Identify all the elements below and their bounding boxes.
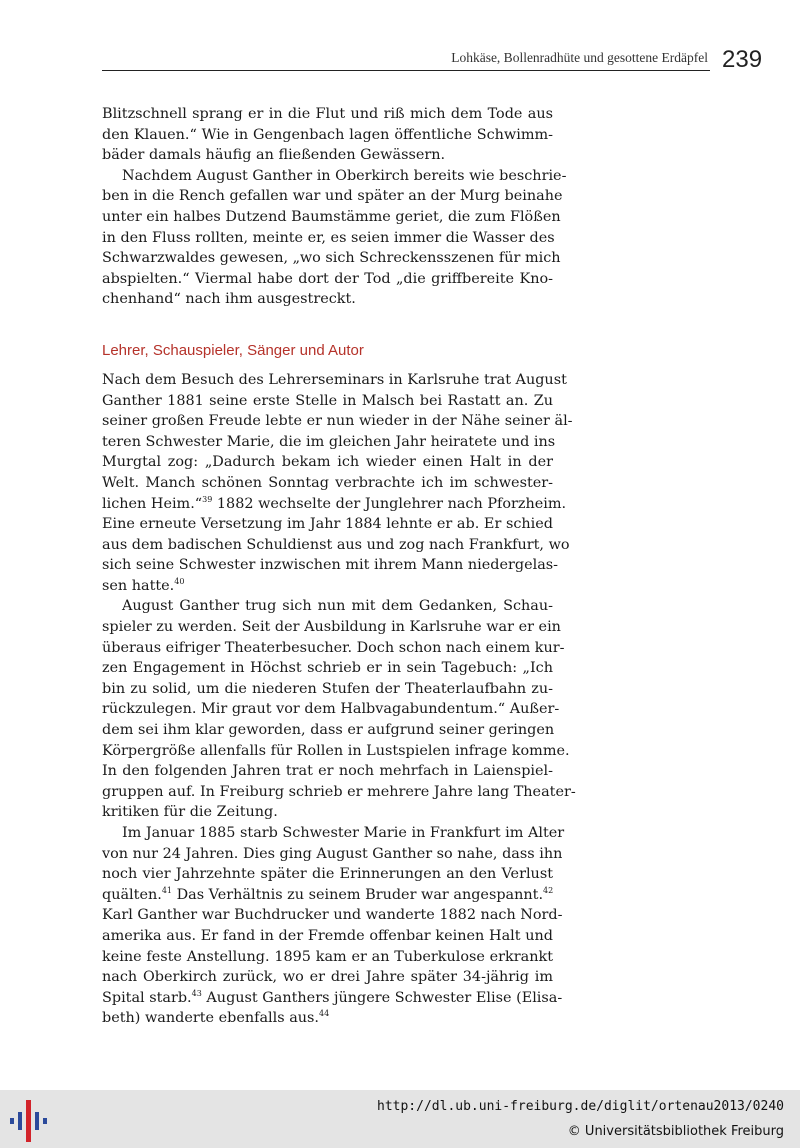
- text-line: chenhand“ nach ihm ausgestreckt.: [102, 291, 356, 308]
- source-url-link[interactable]: http://dl.ub.uni-freiburg.de/diglit/ortenau2013/0240: [377, 1099, 784, 1114]
- paragraph-5: [102, 823, 565, 1029]
- text-line: in den Fluss rollten, meinte er, es seien immer die Wasser des: [102, 229, 555, 246]
- text-line: Körpergröße allenfalls für Rollen in Lustspielen infrage komme.: [102, 742, 570, 759]
- text-line: ben in die Rench gefallen war und später an der Murg beinahe: [102, 188, 563, 205]
- text-line: teren Schwester Marie, die im gleichen Jahr heiratete und ins: [102, 433, 556, 450]
- text-segment: lichen Heim.“: [102, 495, 203, 512]
- article-body: [102, 104, 576, 1029]
- paragraph-3: [102, 370, 573, 597]
- library-logo-icon: [8, 1098, 52, 1144]
- text-segment: Spital starb.: [102, 989, 192, 1006]
- text-line: seiner großen Freude lebte er nun wieder in der Nähe seiner äl-: [102, 413, 573, 430]
- section-heading: Lehrer, Schauspieler, Sänger und Autor: [102, 341, 364, 359]
- footnote-ref-44: 44: [319, 1009, 330, 1019]
- text-line: unter ein halbes Dutzend Baumstämme geriet, die zum Flößen: [102, 208, 561, 225]
- header-rule: [102, 70, 710, 71]
- text-line-with-note: [102, 494, 567, 515]
- text-line-with-note: [102, 988, 563, 1009]
- text-segment: August Ganthers jüngere Schwester Elise (Elisa-: [201, 989, 563, 1006]
- text-line: Nachdem August Ganther in Oberkirch bereits wie beschrie-: [122, 167, 567, 184]
- text-segment: sen hatte.: [102, 577, 175, 594]
- running-title: Lohkäse, Bollenradhüte und gesottene Erdäpfel: [451, 50, 708, 65]
- text-line: Karl Ganther war Buchdrucker und wanderte 1882 nach Nord-: [102, 907, 563, 924]
- text-line: August Ganther trug sich nun mit dem Gedanken, Schau-: [122, 598, 553, 615]
- footnote-ref-40: 40: [174, 576, 185, 586]
- text-line: abspielten.“ Viermal habe dort der Tod „die griffbereite Kno-: [102, 270, 553, 287]
- paragraph-1: [102, 104, 553, 166]
- text-line-with-note: [102, 1008, 553, 1029]
- text-line: Welt. Manch schönen Sonntag verbrachte ich im schwester-: [102, 474, 553, 491]
- text-line: bin zu solid, um die niederen Stufen der Theaterlaufbahn zu-: [102, 680, 553, 697]
- text-line: Murgtal zog: „Dadurch bekam ich wieder einen Halt in der: [102, 454, 553, 471]
- text-line: Ganther 1881 seine erste Stelle in Malsch bei Rastatt an. Zu: [102, 392, 553, 409]
- text-segment: Das Verhältnis zu seinem Bruder war angespannt.: [172, 886, 544, 903]
- text-line: rückzulegen. Mir graut vor dem Halbvagabundentum.“ Außer-: [102, 701, 560, 718]
- text-line: sich seine Schwester inzwischen mit ihrem Mann niedergelas-: [102, 557, 559, 574]
- text-line-with-note: [102, 576, 553, 597]
- text-line: aus dem badischen Schuldienst aus und zog nach Frankfurt, wo: [102, 536, 570, 553]
- text-line: zen Engagement in Höchst schrieb er in sein Tagebuch: „Ich: [102, 660, 553, 677]
- text-line: nach Oberkirch zurück, wo er drei Jahre später 34-jährig im: [102, 969, 553, 986]
- text-line: dem sei ihm klar geworden, dass er aufgrund seiner geringen: [102, 722, 555, 739]
- text-segment: 1882 wechselte der Junglehrer nach Pforzheim.: [212, 495, 567, 512]
- text-line: den Klauen.“ Wie in Gengenbach lagen öffentliche Schwimm-: [102, 126, 553, 143]
- text-line: gruppen auf. In Freiburg schrieb er mehrere Jahre lang Theater-: [102, 783, 576, 800]
- text-line: Eine erneute Versetzung im Jahr 1884 lehnte er ab. Er schied: [102, 516, 553, 533]
- footnote-ref-43: 43: [191, 988, 202, 998]
- footnote-ref-39: 39: [202, 494, 213, 504]
- paragraph-2: [102, 166, 567, 310]
- text-line-with-note: [102, 885, 553, 906]
- paragraph-4: [102, 596, 576, 823]
- copyright-notice: © Universitätsbibliothek Freiburg: [567, 1124, 784, 1139]
- text-line: amerika aus. Er fand in der Fremde offenbar keinen Halt und: [102, 927, 553, 944]
- text-line: bäder damals häufig an fließenden Gewässern.: [102, 147, 446, 164]
- text-segment: beth) wanderte ebenfalls aus.: [102, 1010, 320, 1027]
- text-line: von nur 24 Jahren. Dies ging August Ganther so nahe, dass ihn: [102, 845, 563, 862]
- text-line: überaus eifriger Theaterbesucher. Doch schon nach einem kur-: [102, 639, 565, 656]
- text-line: Blitzschnell sprang er in die Flut und riß mich dem Tode aus: [102, 106, 553, 122]
- footnote-ref-41: 41: [161, 885, 172, 895]
- text-line: spieler zu werden. Seit der Ausbildung in Karlsruhe war er ein: [102, 619, 561, 636]
- text-segment: quälten.: [102, 886, 162, 903]
- footnote-ref-42: 42: [543, 885, 554, 895]
- text-line: keine feste Anstellung. 1895 kam er an Tuberkulose erkrankt: [102, 948, 553, 965]
- page-number: 239: [722, 46, 763, 73]
- text-line: In den folgenden Jahren trat er noch mehrfach in Laienspiel-: [102, 763, 553, 780]
- text-line: noch vier Jahrzehnte später die Erinnerungen an den Verlust: [102, 866, 553, 883]
- text-line: Nach dem Besuch des Lehrerseminars in Karlsruhe trat August: [102, 371, 567, 388]
- text-line: kritiken für die Zeitung.: [102, 804, 278, 821]
- text-line: Im Januar 1885 starb Schwester Marie in Frankfurt im Alter: [122, 825, 565, 841]
- text-line: Schwarzwaldes gewesen, „wo sich Schreckensszenen für mich: [102, 250, 561, 267]
